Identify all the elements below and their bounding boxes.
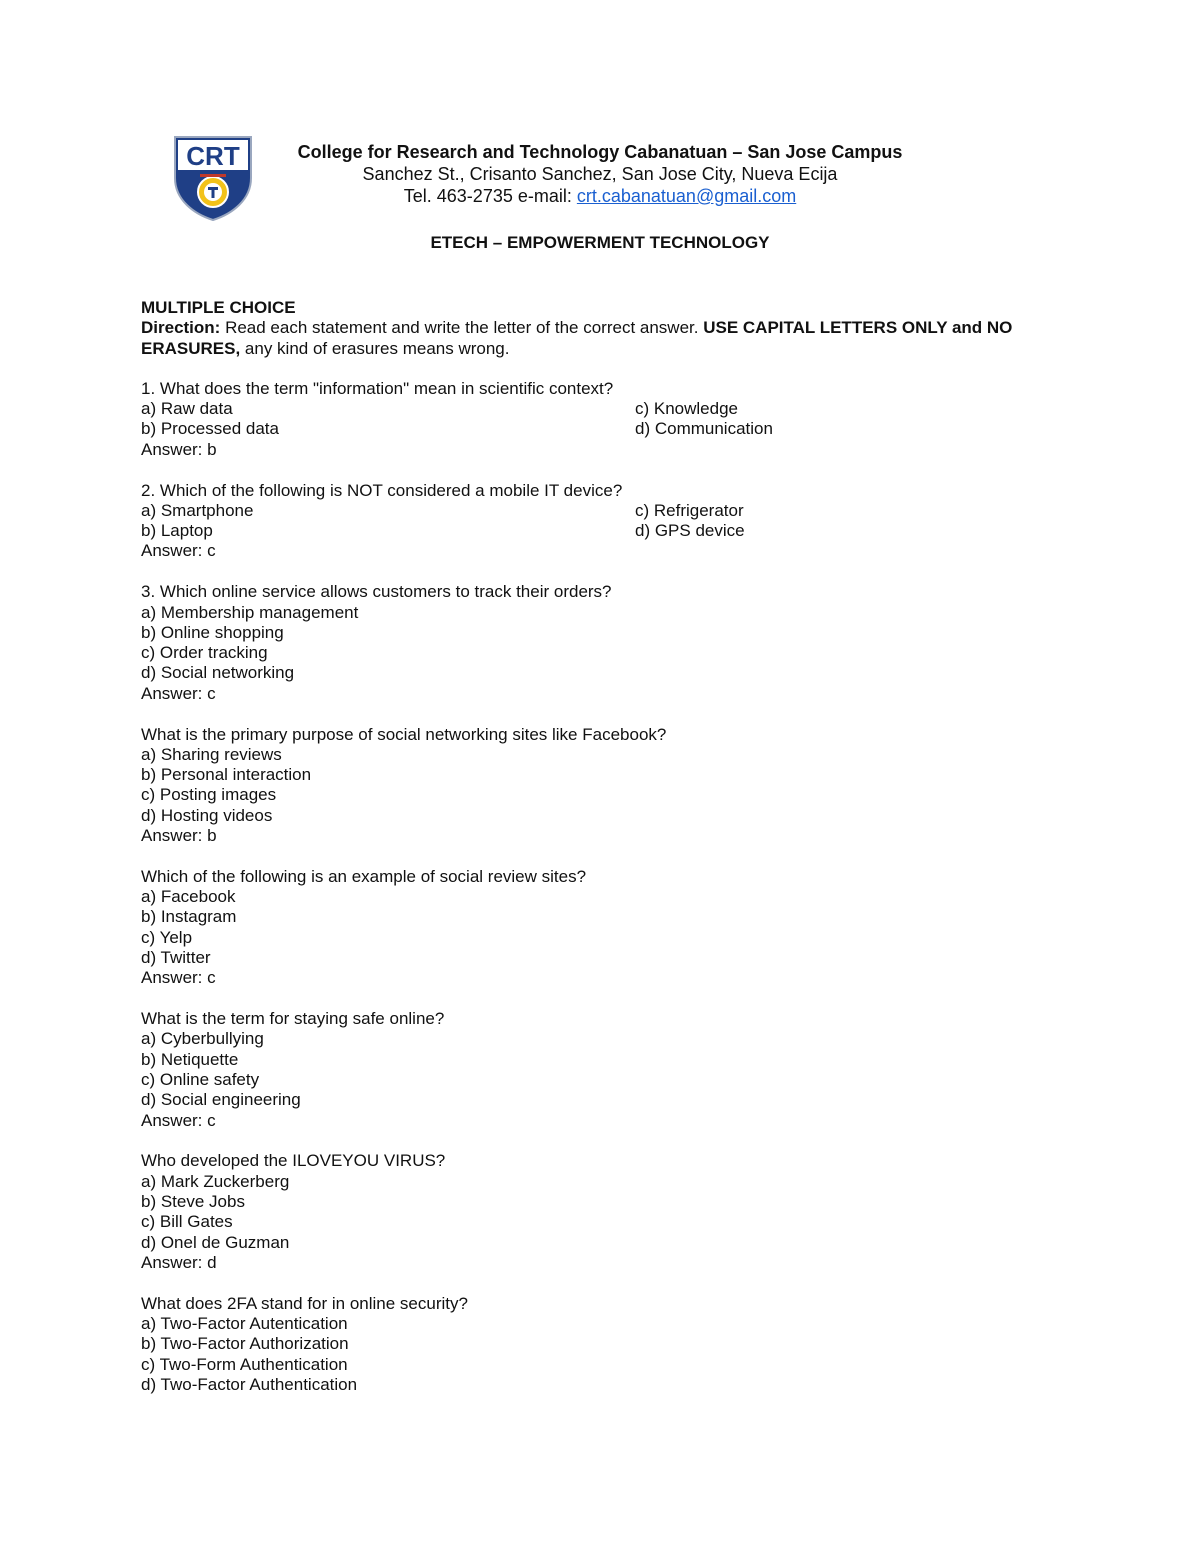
option: c) Order tracking bbox=[141, 643, 268, 663]
option: c) Online safety bbox=[141, 1070, 260, 1089]
subject-title: ETECH – EMPOWERMENT TECHNOLOGY bbox=[430, 233, 770, 252]
email-link[interactable]: crt.cabanatuan@gmail.com bbox=[576, 186, 797, 206]
institution-address: Sanchez St., Crisanto Sanchez, San Jose City, Nueva Ecija bbox=[362, 164, 838, 184]
option: b) Processed data bbox=[141, 419, 279, 439]
option: d) Hosting videos bbox=[141, 805, 273, 825]
option: d) Two-Factor Authentication bbox=[141, 1374, 358, 1394]
answer: Answer: c bbox=[141, 968, 216, 988]
question-text: Who developed the ILOVEYOU VIRUS? bbox=[141, 1151, 446, 1171]
options bbox=[141, 501, 1071, 542]
option: b) Two-Factor Authorization bbox=[141, 1334, 349, 1354]
option: b) Steve Jobs bbox=[141, 1191, 245, 1211]
option: c) Posting images bbox=[141, 785, 277, 805]
option: d) Social engineering bbox=[141, 1090, 301, 1110]
option: b) Personal interaction bbox=[141, 765, 312, 785]
option: d) Social networking bbox=[141, 663, 295, 683]
option: d) Twitter bbox=[141, 948, 211, 968]
tel-text: Tel. 463-2735 e-mail: bbox=[403, 186, 577, 206]
institution-name: College for Research and Technology Cabanatuan – San Jose Campus bbox=[297, 142, 903, 162]
direction-emphasis: USE CAPITAL LETTERS ONLY and NO ERASURES, bbox=[141, 318, 1013, 358]
option: b) Instagram bbox=[141, 907, 237, 927]
option: b) Online shopping bbox=[141, 622, 284, 642]
answer: Answer: c bbox=[141, 541, 216, 561]
option: a) Membership management bbox=[141, 602, 359, 622]
option: a) Sharing reviews bbox=[141, 744, 282, 764]
answer: Answer: b bbox=[141, 439, 217, 459]
contact-line bbox=[240, 185, 960, 207]
direction-tail: any kind of erasures means wrong. bbox=[240, 338, 510, 358]
question-1 bbox=[141, 379, 1071, 460]
option: d) Onel de Guzman bbox=[141, 1232, 290, 1252]
question-text: What is the primary purpose of social networking sites like Facebook? bbox=[141, 724, 667, 744]
question-text: 1. What does the term "information" mean in scientific context? bbox=[141, 378, 614, 398]
direction bbox=[141, 318, 1071, 359]
question-text: What does 2FA stand for in online security? bbox=[141, 1293, 468, 1313]
option: a) Smartphone bbox=[141, 500, 254, 520]
question-6 bbox=[141, 1009, 1071, 1131]
direction-text: Read each statement and write the letter of the correct answer. bbox=[220, 318, 704, 338]
option: c) Refrigerator bbox=[635, 500, 744, 520]
question-text: Which of the following is an example of social review sites? bbox=[141, 866, 587, 886]
question-7 bbox=[141, 1151, 1071, 1273]
question-3 bbox=[141, 582, 1071, 704]
option: c) Yelp bbox=[141, 927, 193, 947]
answer: Answer: c bbox=[141, 1110, 216, 1130]
answer: Answer: b bbox=[141, 826, 217, 846]
option: a) Raw data bbox=[141, 399, 233, 419]
answer: Answer: d bbox=[141, 1252, 217, 1272]
question-4 bbox=[141, 725, 1071, 847]
answer: Answer: c bbox=[141, 683, 216, 703]
option: c) Knowledge bbox=[635, 399, 739, 419]
question-5 bbox=[141, 867, 1071, 989]
logo-text: CRT bbox=[186, 141, 240, 171]
option: d) Communication bbox=[635, 419, 773, 439]
option: b) Laptop bbox=[141, 521, 213, 541]
option: a) Facebook bbox=[141, 887, 236, 907]
question-2 bbox=[141, 481, 1071, 562]
option: d) GPS device bbox=[635, 521, 745, 541]
question-text: 2. Which of the following is NOT considered a mobile IT device? bbox=[141, 480, 623, 500]
section-title: MULTIPLE CHOICE bbox=[141, 298, 296, 317]
option: b) Netiquette bbox=[141, 1049, 239, 1069]
question-text: What is the term for staying safe online? bbox=[141, 1009, 445, 1029]
options bbox=[141, 399, 1071, 440]
option: a) Mark Zuckerberg bbox=[141, 1171, 290, 1191]
option: c) Bill Gates bbox=[141, 1212, 233, 1232]
question-text: 3. Which online service allows customers to track their orders? bbox=[141, 582, 612, 602]
direction-label: Direction: bbox=[141, 318, 221, 338]
option: a) Cyberbullying bbox=[141, 1029, 264, 1049]
option: a) Two-Factor Autentication bbox=[141, 1313, 348, 1333]
exam-content bbox=[141, 298, 1071, 1416]
letterhead bbox=[240, 141, 960, 207]
question-8 bbox=[141, 1294, 1071, 1395]
option: c) Two-Form Authentication bbox=[141, 1354, 348, 1374]
